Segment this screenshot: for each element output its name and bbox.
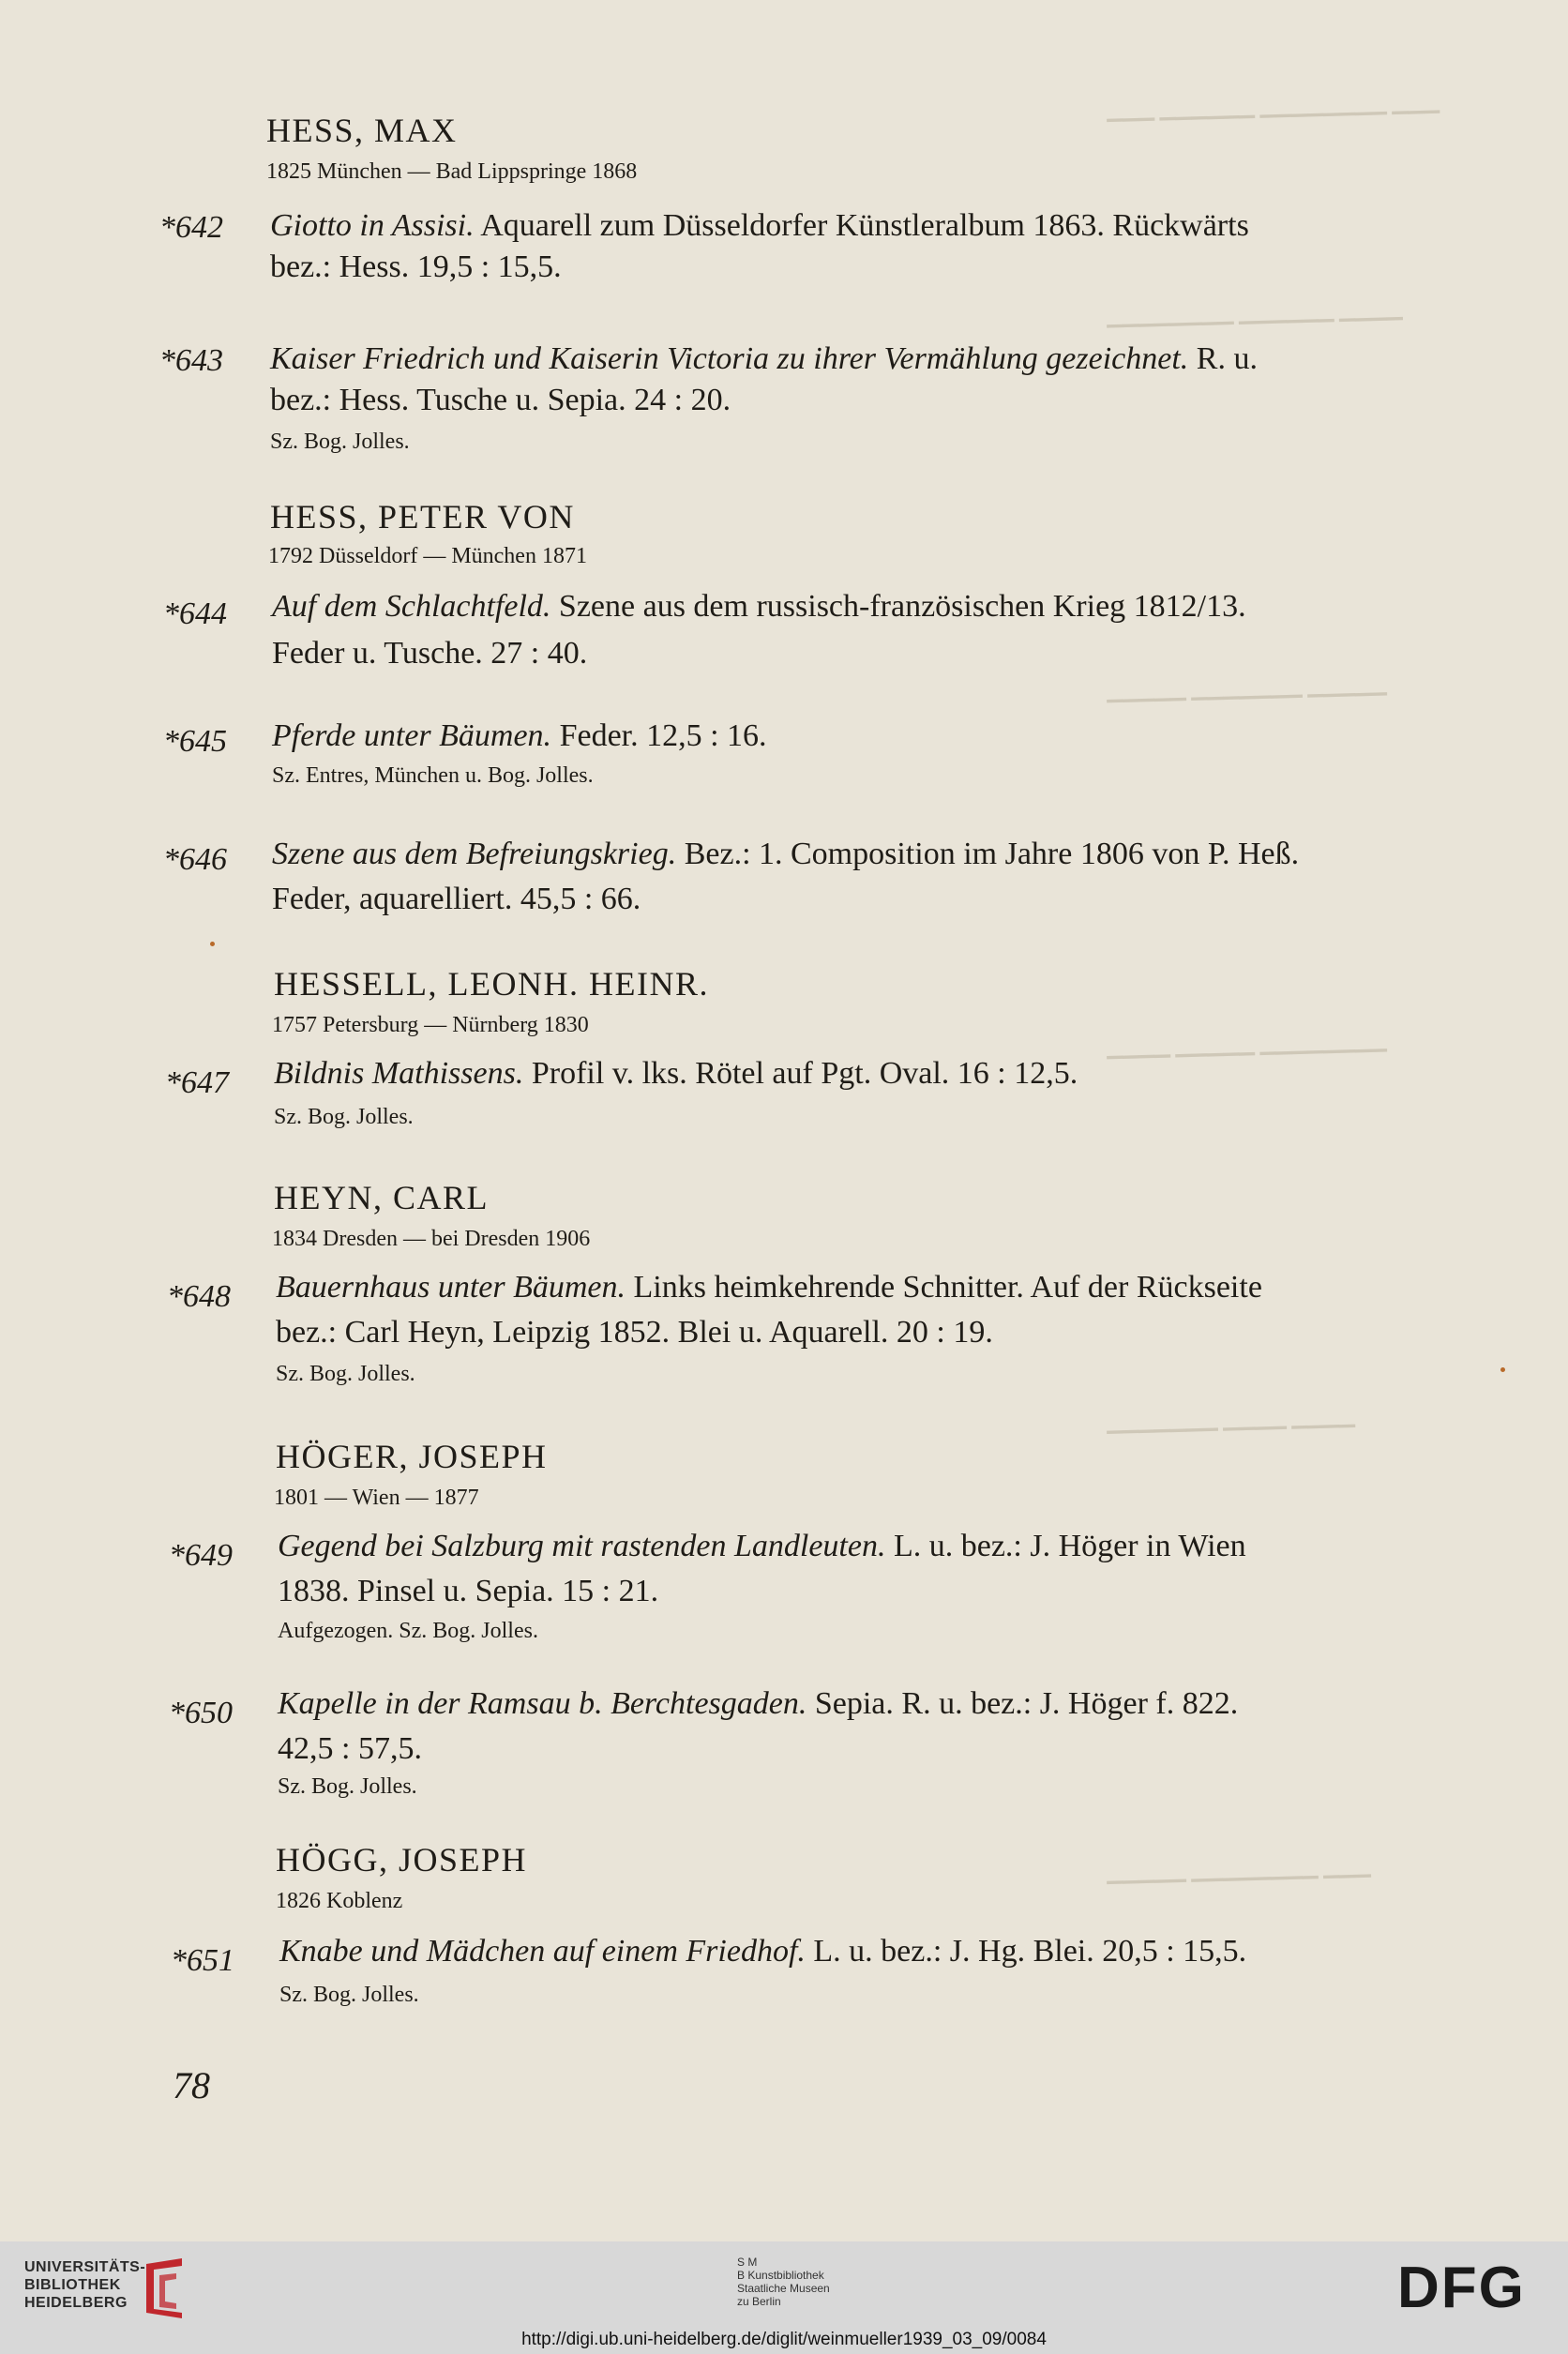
entry-line-2: 42,5 : 57,5. [278,1731,422,1766]
artist-name: HESS, PETER VON [270,498,575,536]
entry-note: Sz. Bog. Jolles. [276,1362,415,1386]
entry-line [279,1936,1246,1968]
entry-line-2: bez.: Carl Heyn, Leipzig 1852. Blei u. Aquarell. 20 : 19. [276,1315,993,1350]
entry-title: Auf dem Schlachtfeld. [272,589,551,624]
entry-text: Szene aus dem russisch-französischen Krieg 1812/13. [550,589,1246,624]
logo-line: BIBLIOTHEK [24,2277,121,2293]
artist-name: HEYN, CARL [274,1179,489,1216]
entry-text: L. u. bez.: J. Hg. Blei. 20,5 : 15,5. [805,1934,1247,1969]
logo-line: S M [737,2256,758,2269]
entry-title: Szene aus dem Befreiungskrieg. [272,837,677,871]
permalink-url[interactable]: http://digi.ub.uni-heidelberg.de/diglit/weinmueller1939_03_09/0084 [521,2330,1047,2349]
entry-line-2: bez.: Hess. Tusche u. Sepia. 24 : 20. [270,383,731,417]
entry-text: Aquarell zum Düsseldorfer Künstleralbum 1863. Rückwärts [474,208,1249,243]
logo-line: B Kunstbibliothek [737,2269,824,2282]
entry-number: *644 [163,596,227,631]
paper-speck [210,942,215,946]
entry-text: R. u. [1188,341,1258,376]
show-through-texture: ▁▁▁▁▁ ▁▁▁▁▁▁▁▁ ▁▁▁ [1106,1853,1371,1884]
entry-line [272,591,1246,623]
entry-number: *646 [163,842,227,877]
entry-note: Sz. Bog. Jolles. [278,1774,417,1799]
entry-title: Kapelle in der Ramsau b. Berchtesgaden. [278,1686,807,1721]
entry-number: *647 [165,1065,229,1100]
entry-title: Giotto in Assisi. [270,208,475,243]
entry-text: L. u. bez.: J. Höger in Wien [885,1529,1246,1563]
staatliche-museen-logo[interactable] [737,2256,830,2308]
entry-number: *642 [159,210,223,245]
entry-number: *649 [169,1538,233,1573]
entry-title: Bauernhaus unter Bäumen. [276,1270,626,1305]
artist-dates: 1834 Dresden — bei Dresden 1906 [272,1227,591,1251]
entry-note: Sz. Bog. Jolles. [274,1105,414,1129]
artist-dates: 1792 Düsseldorf — München 1871 [268,544,587,568]
entry-text: Bez.: 1. Composition im Jahre 1806 von P. Heß. [676,837,1300,871]
paper-speck [1500,1367,1505,1372]
dfg-logo[interactable] [1397,2258,1547,2315]
entry-title: Bildnis Mathissens. [274,1056,524,1091]
university-library-logo[interactable] [24,2258,145,2312]
entry-line-2: bez.: Hess. 19,5 : 15,5. [270,249,562,284]
entry-number: *643 [159,343,223,378]
university-library-logo-icon [141,2256,188,2320]
artist-dates: 1826 Koblenz [276,1889,403,1913]
entry-title: Knabe und Mädchen auf einem Friedhof. [279,1934,806,1969]
entry-line [276,1272,1262,1304]
artist-name: HESSELL, LEONH. HEINR. [274,965,709,1003]
entry-line-2: Feder, aquarelliert. 45,5 : 66. [272,882,641,916]
entry-line [274,1058,1078,1090]
logo-line: HEIDELBERG [24,2295,128,2311]
entry-number: *645 [163,724,227,759]
entry-text: Feder. 12,5 : 16. [551,718,767,753]
entry-line [278,1531,1246,1562]
show-through-texture: ▁▁▁▁▁▁▁▁ ▁▁▁▁▁▁ ▁▁▁▁ [1106,295,1403,328]
show-through-texture: ▁▁▁▁▁ ▁▁▁▁▁▁▁ ▁▁▁▁▁ [1106,671,1387,702]
entry-note: Sz. Bog. Jolles. [279,1983,419,2007]
entry-number: *651 [171,1943,234,1978]
show-through-texture: ▁▁▁▁▁▁▁ ▁▁▁▁ ▁▁▁▁ [1106,1403,1356,1434]
entry-number: *648 [167,1279,231,1314]
entry-line [270,343,1258,375]
artist-name: HESS, MAX [266,112,458,149]
entry-line [272,720,767,752]
page-number: 78 [173,2064,210,2106]
entry-number: *650 [169,1696,233,1730]
entry-line [270,210,1249,242]
artist-dates: 1825 München — Bad Lippspringe 1868 [266,159,638,184]
entry-note: Sz. Entres, München u. Bog. Jolles. [272,763,594,788]
entry-title: Gegend bei Salzburg mit rastenden Landleuten. [278,1529,886,1563]
logo-line: Staatliche Museen [737,2282,830,2295]
entry-title: Kaiser Friedrich und Kaiserin Victoria zu ihrer Vermählung gezeichnet. [270,341,1189,376]
entry-note: Aufgezogen. Sz. Bog. Jolles. [278,1619,538,1643]
logo-line: UNIVERSITÄTS- [24,2259,146,2275]
logo-line: zu Berlin [737,2295,781,2308]
entry-text: Profil v. lks. Rötel auf Pgt. Oval. 16 : 12,5. [523,1056,1078,1091]
entry-line-2: Feder u. Tusche. 27 : 40. [272,636,588,671]
artist-dates: 1801 — Wien — 1877 [274,1486,479,1510]
entry-note: Sz. Bog. Jolles. [270,430,410,454]
artist-dates: 1757 Petersburg — Nürnberg 1830 [272,1013,589,1037]
entry-line-2: 1838. Pinsel u. Sepia. 15 : 21. [278,1574,659,1608]
show-through-texture: ▁▁▁▁ ▁▁▁▁▁ ▁▁▁▁▁▁▁▁ [1106,1028,1387,1059]
artist-name: HÖGER, JOSEPH [276,1438,548,1475]
entry-line [272,838,1299,870]
entry-text: Links heimkehrende Schnitter. Auf der Rückseite [626,1270,1262,1305]
entry-title: Pferde unter Bäumen. [272,718,552,753]
artist-name: HÖGG, JOSEPH [276,1841,528,1879]
entry-text: Sepia. R. u. bez.: J. Höger f. 822. [807,1686,1239,1721]
entry-line [278,1688,1238,1720]
dfg-logo-text: DFG [1397,2258,1526,2315]
show-through-texture: ▁▁▁ ▁▁▁▁▁▁ ▁▁▁▁▁▁▁▁ ▁▁▁ [1106,89,1440,122]
